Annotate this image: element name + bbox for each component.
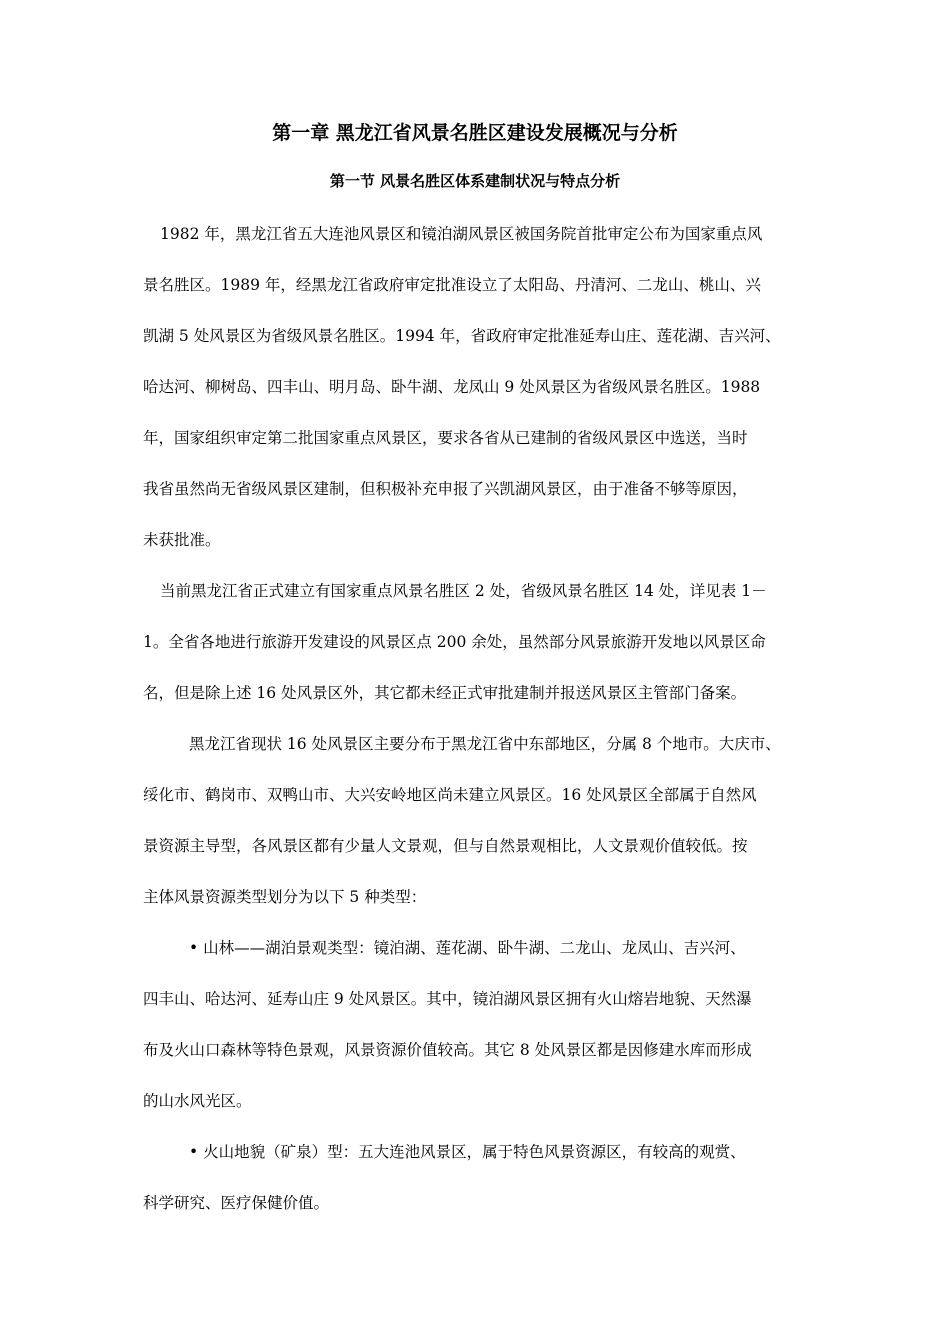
text-line: 我省虽然尚无省级风景区建制，但积极补充申报了兴凯湖风景区，由于准备不够等原因， [143,480,748,498]
text-line: 绥化市、鹤岗市、双鸭山市、大兴安岭地区尚未建立风景区。16 处风景区全部属于自然风 [143,786,757,804]
text-line: 未获批准。 [143,531,221,549]
text-line: 1。全省各地进行旅游开发建设的风景区点 200 余处，虽然部分风景旅游开发地以风景区命 [143,633,766,651]
text-line: 景名胜区。1989 年，经黑龙江省政府审定批准设立了太阳岛、丹清河、二龙山、桃山、兴 [143,276,761,294]
text-line: 名，但是除上述 16 处风景区外，其它都未经正式审批建制并报送风景区主管部门备案。 [143,684,747,702]
body-text [143,218,813,1238]
bullet-line: • 山林——湖泊景观类型：镜泊湖、莲花湖、卧牛湖、二龙山、龙凤山、吉兴河、 [189,939,746,957]
text-line: 黑龙江省现状 16 处风景区主要分布于黑龙江省中东部地区，分属 8 个地市。大庆市、 [189,735,781,753]
text-line: 凯湖 5 处风景区为省级风景名胜区。1994 年，省政府审定批准延寿山庄、莲花湖、吉兴河、 [143,327,781,345]
text-line: 布及火山口森林等特色景观，风景资源价值较高。其它 8 处风景区都是因修建水库而形成 [143,1041,752,1059]
text-line: 四丰山、哈达河、延寿山庄 9 处风景区。其中，镜泊湖风景区拥有火山熔岩地貌、天然瀑 [143,990,752,1008]
bullet-line: • 火山地貌（矿泉）型：五大连池风景区，属于特色风景资源区，有较高的观赏、 [189,1143,746,1161]
text-line: 年，国家组织审定第二批国家重点风景区，要求各省从已建制的省级风景区中选送，当时 [143,429,748,447]
section-title: 第一节 风景名胜区体系建制状况与特点分析 [329,172,621,190]
text-line: 当前黑龙江省正式建立有国家重点风景名胜区 2 处，省级风景名胜区 14 处，详见表 1－ [160,582,767,600]
text-line: 的山水风光区。 [143,1092,252,1110]
text-line: 主体风景资源类型划分为以下 5 种类型： [143,888,427,906]
chapter-title: 第一章 黑龙江省风景名胜区建设发展概况与分析 [272,122,678,144]
text-line: 科学研究、医疗保健价值。 [143,1194,330,1212]
text-line: 景资源主导型，各风景区都有少量人文景观，但与自然景观相比，人文景观价值较低。按 [143,837,748,855]
text-line: 哈达河、柳树岛、四丰山、明月岛、卧牛湖、龙凤山 9 处风景区为省级风景名胜区。1988 [143,378,761,396]
text-line: 1982 年，黑龙江省五大连池风景区和镜泊湖风景区被国务院首批审定公布为国家重点风 [160,225,763,243]
